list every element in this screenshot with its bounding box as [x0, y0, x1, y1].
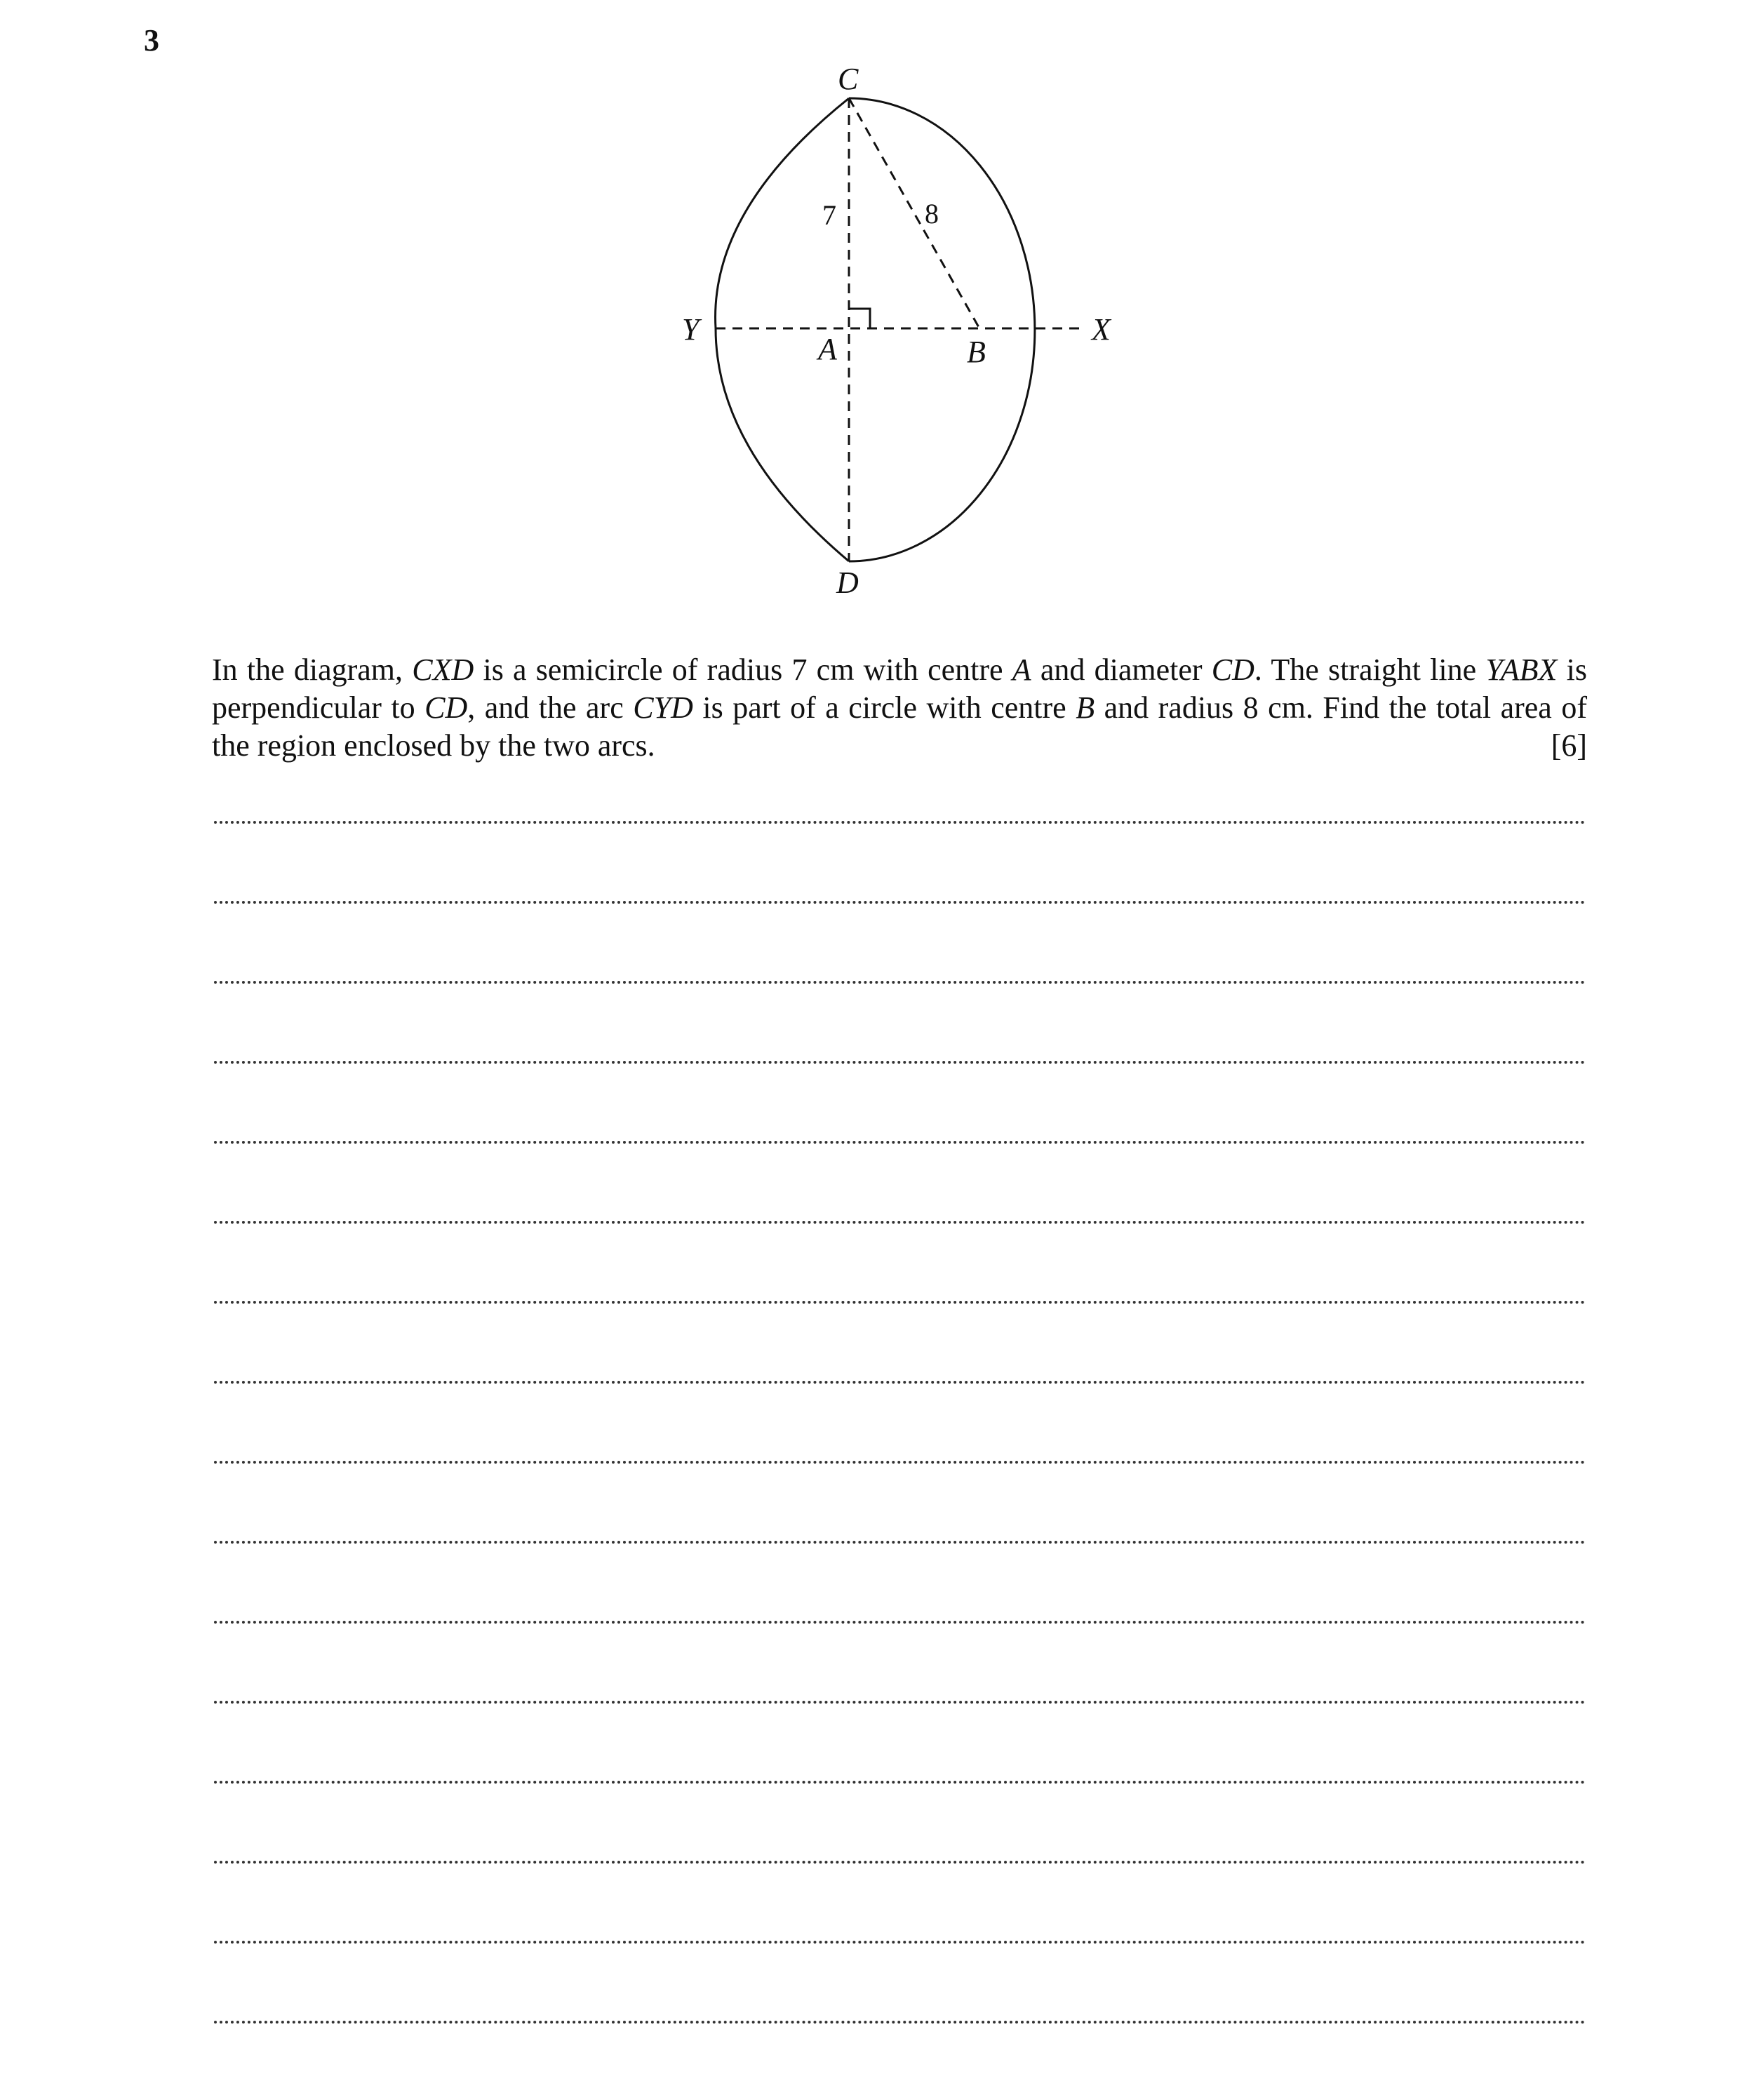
arc-cxd	[849, 98, 1035, 561]
answer-line[interactable]	[214, 1621, 1586, 1624]
label-a: A	[818, 332, 837, 366]
answer-line[interactable]	[214, 1141, 1586, 1144]
measurement-cb: 8	[925, 198, 939, 229]
answer-line[interactable]	[214, 981, 1586, 984]
measurement-ca: 7	[822, 199, 836, 231]
line-cb	[849, 98, 979, 328]
label-y: Y	[682, 312, 700, 347]
question-text: In the diagram, CXD is a semicircle of radius 7 cm with centre A and diameter CD. The straight line YABX is perpendicular to CD, and the arc CYD is part of a circle with centre B and radius 8 cm. Find the total area of the region enclosed by the two arcs. [6]	[212, 651, 1587, 765]
answer-line[interactable]	[214, 1381, 1586, 1384]
answer-line[interactable]	[214, 1301, 1586, 1304]
arc-cyd	[716, 98, 849, 561]
label-x: X	[1092, 312, 1111, 347]
answer-line[interactable]	[214, 1221, 1586, 1224]
question-number: 3	[144, 23, 159, 58]
label-c: C	[838, 62, 859, 96]
answer-line[interactable]	[214, 1061, 1586, 1064]
answer-line[interactable]	[214, 1461, 1586, 1464]
marks-label: [6]	[1551, 728, 1587, 763]
answer-line[interactable]	[214, 1781, 1586, 1784]
answer-line[interactable]	[214, 1941, 1586, 1944]
answer-line[interactable]	[214, 821, 1586, 824]
label-b: B	[967, 335, 986, 369]
answer-line[interactable]	[214, 2021, 1586, 2024]
answer-line[interactable]	[214, 901, 1586, 904]
geometry-diagram	[0, 0, 1740, 631]
answer-line[interactable]	[214, 1861, 1586, 1864]
answer-line[interactable]	[214, 1541, 1586, 1544]
right-angle-mark	[849, 309, 870, 328]
label-d: D	[836, 566, 859, 600]
answer-line[interactable]	[214, 1701, 1586, 1704]
